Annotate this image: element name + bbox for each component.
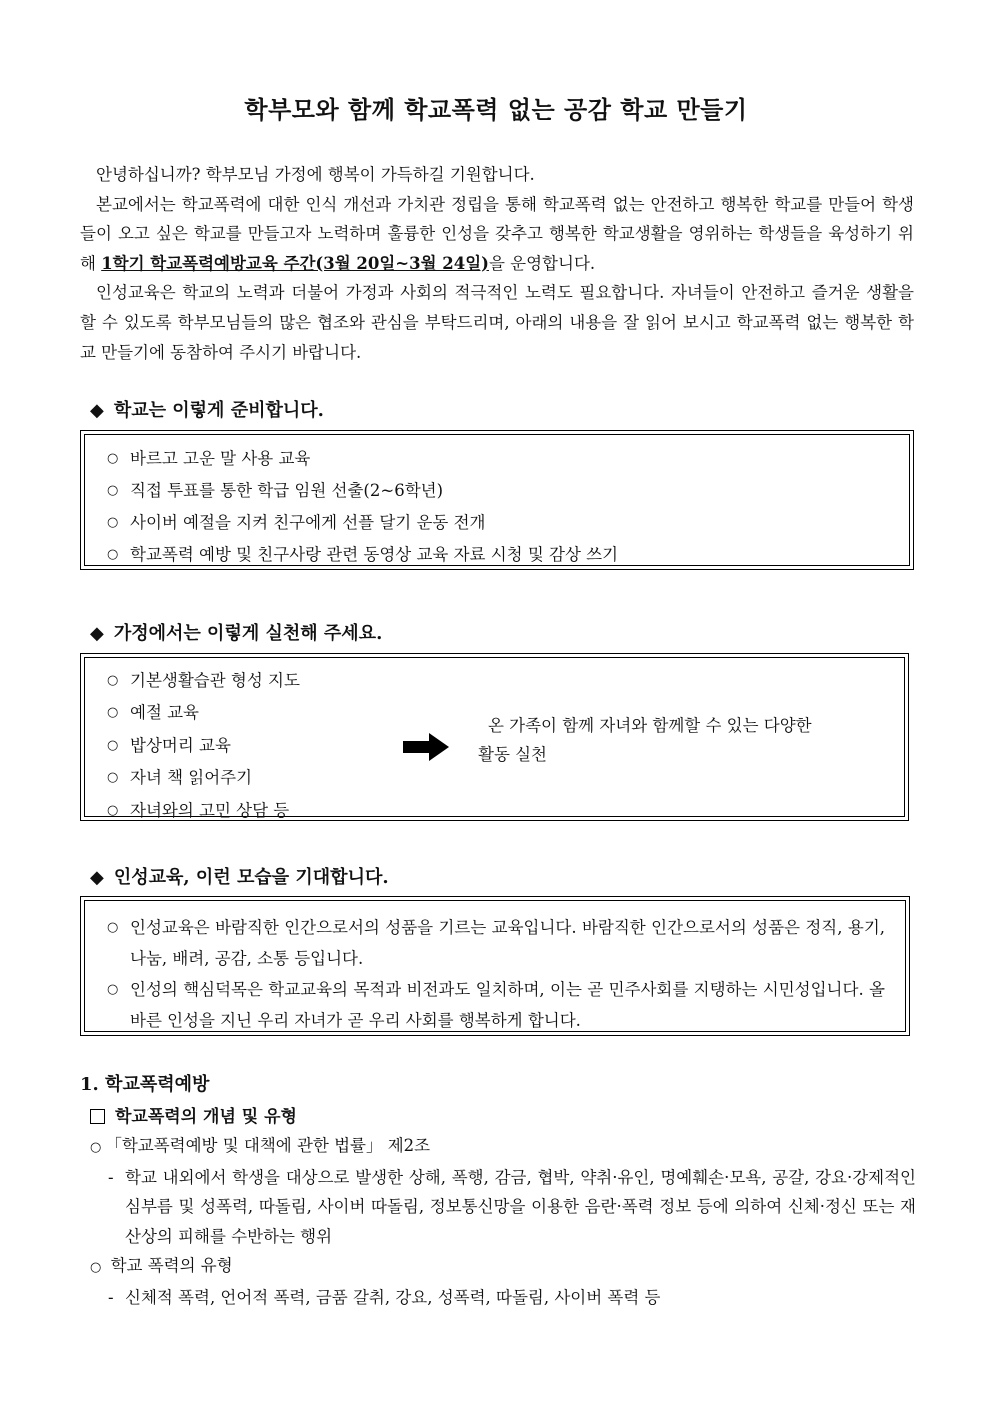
list-item [85, 539, 909, 571]
home-section-title: 가정에서는 이렇게 실천해 주세요. [113, 623, 383, 644]
page-title: 학부모와 함께 학교폭력 없는 공감 학교 만들기 [244, 96, 748, 124]
circle-bullet-icon: ○ [107, 451, 119, 466]
intro-purpose [80, 190, 914, 279]
circle-bullet-icon: ○ [107, 483, 119, 498]
section1-subheading [90, 1102, 297, 1127]
circle-bullet-icon: ○ [107, 802, 119, 818]
list-item [85, 912, 905, 974]
circle-bullet-icon: ○ [107, 705, 119, 721]
home-practice-box [80, 653, 909, 821]
section1-subheading-text: 학교폭력의 개념 및 유형 [115, 1107, 297, 1127]
section1-body [90, 1131, 916, 1312]
circle-bullet-icon: ○ [107, 515, 119, 530]
circle-bullet-icon: ○ [107, 547, 119, 562]
types-label-row [90, 1251, 916, 1283]
list-item-text: 사이버 예절을 지켜 친구에게 선플 달기 운동 전개 [130, 513, 486, 532]
list-item-text: 밥상머리 교육 [130, 735, 231, 755]
definition-text: 학교 내외에서 학생을 대상으로 발생한 상해, 폭행, 감금, 협박, 약취·유인, 명예훼손·모욕, 공갈, 강요·강제적인 심부름 및 성폭력, 따돌림, 사이버 따돌림, 정보통신망을 이용한 음란·폭력 정보 등에 의하여 신체·정신 또는 재산상의 피해를 수반하는 행위 [125, 1167, 916, 1246]
types-label: 학교 폭력의 유형 [110, 1256, 233, 1275]
dash-bullet-icon: - [108, 1167, 114, 1187]
home-practice-result [478, 711, 898, 769]
circle-bullet-icon: ○ [107, 920, 119, 935]
list-item-text: 인성의 핵심덕목은 학교교육의 목적과 비전과도 일치하며, 이는 곧 민주사회를 지탱하는 시민성입니다. 올바른 인성을 지닌 우리 자녀가 곧 우리 사회를 행복하게 합니다. [130, 980, 885, 1030]
circle-bullet-icon: ○ [90, 1140, 102, 1155]
circle-bullet-icon: ○ [107, 737, 119, 753]
school-section-heading [90, 396, 324, 422]
expect-section-title: 인성교육, 이런 모습을 기대합니다. [113, 867, 389, 888]
checkbox-icon [90, 1109, 105, 1124]
list-item-text: 자녀와의 고민 상담 등 [130, 800, 290, 820]
school-section-title: 학교는 이렇게 준비합니다. [113, 400, 324, 421]
result-line-1: 온 가족이 함께 자녀와 함께할 수 있는 다양한 [488, 716, 812, 735]
diamond-bullet-icon: ◆ [90, 623, 104, 644]
expect-list [85, 901, 905, 1036]
circle-bullet-icon: ○ [107, 770, 119, 786]
school-plan-list [85, 435, 909, 571]
school-plan-box [80, 430, 914, 570]
law-reference [90, 1131, 916, 1163]
definition-item [90, 1163, 916, 1252]
list-item [85, 795, 904, 827]
dash-bullet-icon: - [108, 1287, 114, 1307]
circle-bullet-icon: ○ [107, 982, 119, 997]
prevention-week-highlight: 1학기 학교폭력예방교육 주간(3월 20일~3월 24일) [101, 253, 489, 273]
list-item [85, 665, 904, 697]
right-arrow-icon [403, 733, 449, 761]
types-item [90, 1283, 916, 1313]
list-item-text: 기본생활습관 형성 지도 [130, 671, 300, 690]
list-item [85, 507, 909, 539]
intro-greeting: 안녕하십니까? 학부모님 가정에 행복이 가득하길 기원합니다. [96, 165, 535, 184]
list-item [85, 974, 905, 1036]
list-item [85, 475, 909, 507]
diamond-bullet-icon: ◆ [90, 867, 104, 888]
list-item-text: 자녀 책 읽어주기 [130, 768, 253, 788]
result-line-2: 활동 실천 [478, 745, 548, 764]
intro-letter [80, 160, 914, 367]
list-item [85, 443, 909, 475]
home-section-heading [90, 619, 382, 645]
circle-bullet-icon: ○ [107, 673, 119, 688]
list-item-text: 직접 투표를 통한 학급 임원 선출(2~6학년) [130, 481, 444, 500]
types-text: 신체적 폭력, 언어적 폭력, 금품 갈취, 강요, 성폭력, 따돌림, 사이버 폭력 등 [125, 1287, 661, 1307]
list-item-text: 예절 교육 [130, 703, 200, 723]
law-reference-text: 「학교폭력예방 및 대책에 관한 법률」 제2조 [105, 1136, 431, 1155]
expect-section-heading [90, 863, 389, 889]
list-item-text: 바르고 고운 말 사용 교육 [130, 449, 311, 468]
list-item-text: 인성교육은 바람직한 인간으로서의 성품을 기르는 교육입니다. 바람직한 인간으로서의 성품은 정직, 용기, 나눔, 배려, 공감, 소통 등입니다. [130, 918, 885, 968]
intro-request: 인성교육은 학교의 노력과 더불어 가정과 사회의 적극적인 노력도 필요합니다. 자녀들이 안전하고 즐거운 생활을 할 수 있도록 학부모님들의 많은 협조와 관심을 부탁드리며, 아래의 내용을 잘 읽어 보시고 학교폭력 없는 행복한 학교 만들기에 동참하여 주시기 바랍니다. [80, 283, 914, 362]
intro-purpose-text: 본교에서는 학교폭력에 대한 인식 개선과 가치관 정립을 통해 학교폭력 없는 안전하고 행복한 학교를 만들어 학생들이 오고 싶은 학교를 만들고자 노력하며 훌륭한 인성을 갖추고 행복한 학교생활을 영위하는 학생들을 육성하기 위해 [80, 194, 914, 273]
diamond-bullet-icon: ◆ [90, 400, 104, 421]
section1-heading: 1. 학교폭력예방 [80, 1074, 210, 1095]
circle-bullet-icon: ○ [90, 1260, 102, 1275]
intro-purpose-end: 을 운영합니다. [489, 253, 596, 273]
list-item-text: 학교폭력 예방 및 친구사랑 관련 동영상 교육 자료 시청 및 감상 쓰기 [130, 545, 619, 564]
expect-box [80, 896, 910, 1036]
